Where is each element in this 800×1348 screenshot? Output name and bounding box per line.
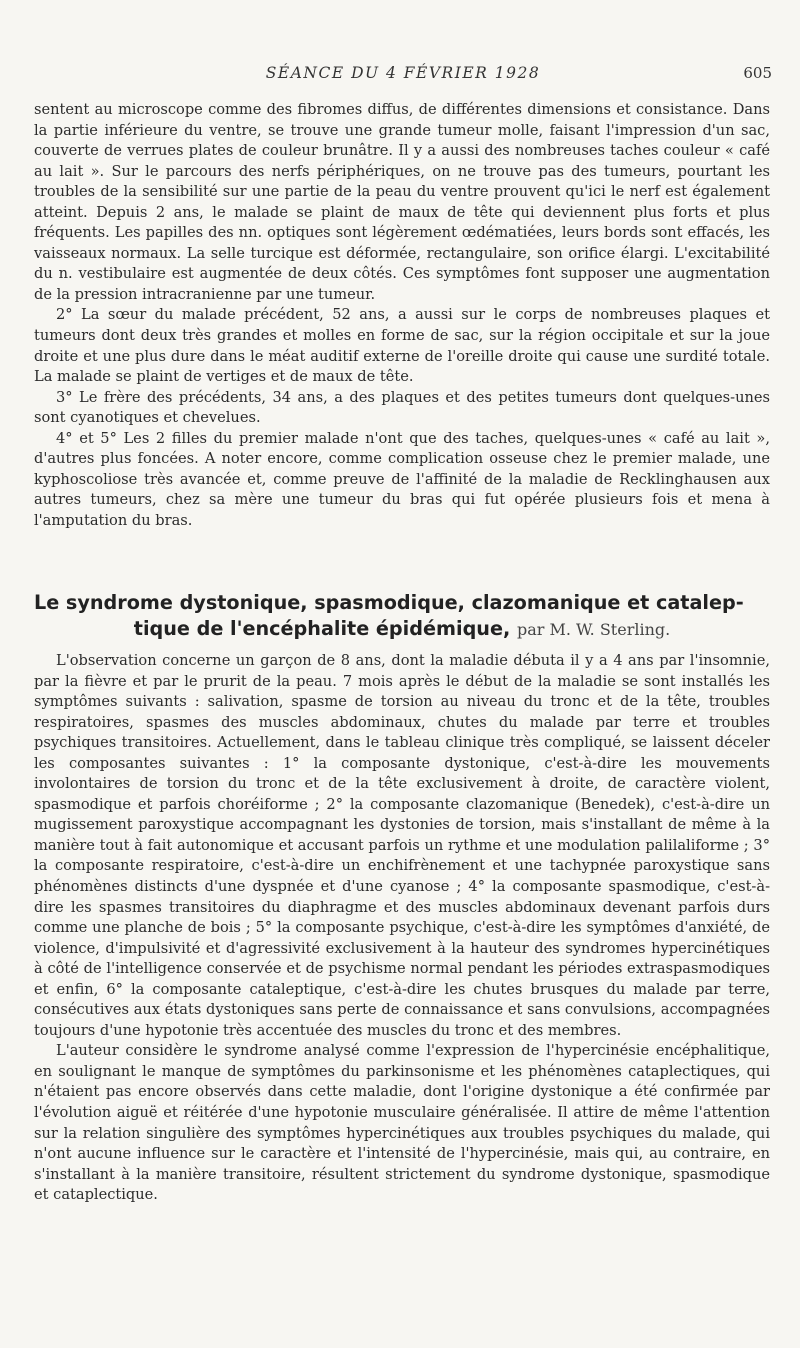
paragraph-case-3: 3° Le frère des précédents, 34 ans, a des plaques et des petites tumeurs dont quelques-unes sont cyanotiques et chevelues. (34, 388, 770, 427)
article-title (34, 590, 770, 643)
article-body (34, 651, 770, 1206)
article-title-text-2: tique de l'encéphalite épidémique, (133, 617, 511, 640)
paragraph-article-2: L'auteur considère le syndrome analysé comme l'expression de l'hypercinésie encéphalitique, en soulignant le manque de symptômes du parkinsonisme et les phénomènes cataplectiques, qui n'étaient pas encore observés dans cette maladie, dont l'origine dystonique a été confirmée par l'évolution aiguë et réitérée d'une hypotonie musculaire généralisée. Il attire de même l'attention sur la relation singulière des symptômes hypercinétiques aux troubles psychiques du malade, qui n'ont aucune influence sur le caractère et l'intensité de l'hypercinésie, mais qui, au contraire, en s'installant à la manière transitoire, résultent strictement du syndrome dystonique, spasmodique et cataplectique. (34, 1042, 770, 1204)
paragraph-article-1: L'observation concerne un garçon de 8 ans, dont la maladie débuta il y a 4 ans par l'insomnie, par la fièvre et par le prurit de la peau. 7 mois après le début de la maladie se sont installés les symptômes suivants : salivation, spasme de torsion au niveau du tronc et de la tête, troubles respiratoires, spasmes des muscles abdominaux, chutes du malade par terre et troubles psychiques transitoires. Actuellement, dans le tableau clinique très compliqué, se laissent déceler les composantes suivantes : 1° la composante dystonique, c'est-à-dire les mouvements involontaires de torsion du tronc et de la tête exclusivement à droite, de caractère violent, spasmodique et parfois choréiforme ; 2° la composante clazomanique (Benedek), c'est-à-dire un mugissement paroxystique accompagnant les dystonies de torsion, mais s'installant de même à la manière tout à fait autonomique et accusant parfois un rythme et une modulation palilaliforme ; 3° la composante respiratoire, c'est-à-dire un enchifrènement et une tachypnée paroxystique sans phénomènes distincts d'une dyspnée et d'une cyanose ; 4° la composante spasmodique, c'est-à-dire les spasmes transitoires du diaphragme et des muscles abdominaux devenant parfois durs comme une planche de bois ; 5° la composante psychique, c'est-à-dire les symptômes d'anxiété, de violence, d'impulsivité et d'agressivité exclusivement à la hauteur des syndromes hypercinétiques à côté de l'intelligence conservée et de psychisme normal pendant les périodes extraspasmodiques et enfin, 6° la composante cataleptique, c'est-à-dire les chutes brusques du malade par terre, consécutives aux états dystoniques sans perte de connaissance et sans convulsions, accompagnées toujours d'une hypotonie très accentuée des muscles du tronc et des membres. (34, 652, 770, 1039)
page-header (34, 64, 772, 86)
paragraph-case-4: 4° et 5° Les 2 filles du premier malade n'ont que des taches, quelques-unes « café au lait », d'autres plus foncées. A noter encore, comme complication osseuse chez le premier malade, une kyphoscoliose très avancée et, comme preuve de l'affinité de la maladie de Recklinghausen aux autres tumeurs, chez sa mère une tumeur du bras qui fut opérée plusieurs fois et mena à l'amputation du bras. (34, 429, 770, 529)
article-title-line-1: Le syndrome dystonique, spasmodique, clazomanique et catalep- (34, 591, 744, 614)
paragraph-case-2: 2° La sœur du malade précédent, 52 ans, a aussi sur le corps de nombreuses plaques et tumeurs dont deux très grandes et molles en forme de sac, sur la région occipitale et sur la joue droite et une plus dure dans le méat auditif externe de l'oreille droite qui cause une surdité totale. La malade se plaint de vertiges et de maux de tête. (34, 306, 770, 386)
running-title: SÉANCE DU 4 FÉVRIER 1928 (265, 64, 541, 82)
page-number: 605 (743, 64, 772, 82)
case-report-continuation (34, 100, 770, 531)
paragraph-case-1: sentent au microscope comme des fibromes diffus, de différentes dimensions et consistance. Dans la partie inférieure du ventre, se trouve une grande tumeur molle, faisant l'impression d'un sac, couverte de verrues plates de couleur brunâtre. Il y a aussi des nombreuses taches couleur « café au lait ». Sur le parcours des nerfs périphériques, on ne trouve pas des tumeurs, pourtant les troubles de la sensibilité sur une partie de la peau du ventre prouvent qu'ici le nerf est également atteint. Depuis 2 ans, le malade se plaint de maux de tête qui deviennent plus forts et plus fréquents. Les papilles des nn. optiques sont légèrement œdématiées, leurs bords sont effacés, les vaisseaux normaux. La selle turcique est déformée, rectangulaire, son orifice élargi. L'excitabilité du n. vestibulaire est augmentée de deux côtés. Ces symptômes font supposer une augmentation de la pression intracranienne par une tumeur. (34, 101, 770, 303)
article-author: par M. W. Sterling. (516, 620, 671, 639)
article-title-line-2 (34, 616, 770, 643)
